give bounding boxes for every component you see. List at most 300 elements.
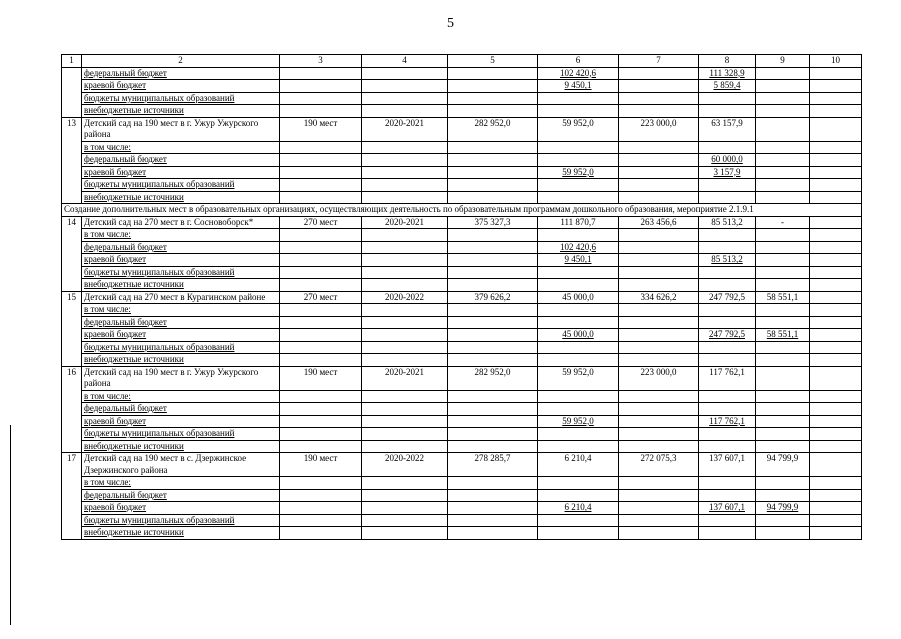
value-cell-col-8 — [699, 527, 756, 540]
value-cell-col-9 — [756, 229, 810, 242]
value: 6 210,4 — [564, 453, 592, 463]
value-cell-col-10 — [810, 489, 862, 502]
value-cell-col-3 — [280, 191, 362, 204]
value-cell-col-7 — [619, 291, 699, 304]
table-row — [62, 279, 862, 292]
value: 111 870,7 — [560, 216, 596, 227]
value-cell-col-5 — [448, 254, 538, 267]
value-cell-col-3 — [280, 105, 362, 118]
table-row — [62, 329, 862, 342]
item-name-cell — [82, 403, 280, 416]
value-cell-col-4 — [362, 92, 448, 105]
value-cell-col-8 — [699, 117, 756, 141]
item-name: внебюджетные источники — [84, 191, 184, 202]
value: 282 952,0 — [474, 366, 511, 377]
value-cell-col-3 — [280, 279, 362, 292]
value-cell-col-6 — [538, 304, 619, 317]
value-cell-col-4 — [362, 440, 448, 453]
item-name: краевой бюджет — [84, 254, 147, 264]
value: 45 000,0 — [562, 291, 594, 302]
value: 223 000,0 — [640, 366, 677, 377]
value-cell-col-9 — [756, 440, 810, 453]
value-cell-col-3 — [280, 489, 362, 502]
value-cell-col-9 — [756, 514, 810, 527]
value-cell-col-3 — [280, 502, 362, 515]
value-cell-col-9 — [756, 80, 810, 93]
value-cell-col-5 — [448, 216, 538, 229]
value-cell-col-10 — [810, 254, 862, 267]
value-cell-col-6 — [538, 440, 619, 453]
table-row — [62, 316, 862, 329]
item-name: бюджеты муниципальных образований — [84, 92, 235, 103]
project-row — [62, 291, 862, 304]
value-cell-col-8 — [699, 291, 756, 304]
item-name: краевой бюджет — [84, 80, 147, 90]
value-cell-col-3 — [280, 415, 362, 428]
item-name: внебюджетные источники — [84, 440, 184, 451]
value-cell-col-9 — [756, 154, 810, 167]
value-cell-col-4 — [362, 304, 448, 317]
value-cell-col-8 — [699, 105, 756, 118]
item-name-cell — [82, 477, 280, 490]
value-cell-col-10 — [810, 166, 862, 179]
value-cell-col-5 — [448, 291, 538, 304]
value-cell-col-5 — [448, 191, 538, 204]
value: 270 мест — [303, 291, 338, 302]
value-cell-col-7 — [619, 453, 699, 477]
item-name: краевой бюджет — [84, 415, 147, 426]
value-cell-col-4 — [362, 329, 448, 342]
value-cell-col-6 — [538, 279, 619, 292]
item-name-cell — [82, 191, 280, 204]
item-name: краевой бюджет — [84, 329, 147, 339]
value-cell-col-6 — [538, 117, 619, 141]
value-cell-col-6 — [538, 92, 619, 105]
value-cell-col-6 — [538, 390, 619, 403]
value-cell-col-3 — [280, 527, 362, 540]
value: 379 626,2 — [474, 291, 511, 302]
value-cell-col-4 — [362, 477, 448, 490]
value-cell-col-6 — [538, 502, 619, 515]
value: 2020-2022 — [385, 291, 424, 302]
item-name-cell — [82, 279, 280, 292]
value: - — [781, 216, 784, 227]
value-cell-col-4 — [362, 390, 448, 403]
value: 272 075,3 — [640, 453, 677, 463]
value-cell-col-3 — [280, 254, 362, 267]
value-cell-col-10 — [810, 341, 862, 354]
value-cell-col-10 — [810, 477, 862, 490]
item-name-cell — [82, 80, 280, 93]
table-header-row — [62, 55, 862, 68]
table-row — [62, 489, 862, 502]
value-cell-col-4 — [362, 154, 448, 167]
value-cell-col-5 — [448, 514, 538, 527]
value-cell-col-8 — [699, 428, 756, 441]
value-cell-col-7 — [619, 329, 699, 342]
table-row — [62, 354, 862, 367]
value-cell-col-3 — [280, 229, 362, 242]
value-cell-col-7 — [619, 341, 699, 354]
item-name: федеральный бюджет — [84, 154, 167, 164]
value-cell-col-9 — [756, 166, 810, 179]
value-cell-col-6 — [538, 191, 619, 204]
col-header-3: 3 — [280, 55, 362, 68]
margin-line — [10, 425, 11, 625]
value-cell-col-7 — [619, 105, 699, 118]
value: 5 859,4 — [713, 80, 741, 90]
value-cell-col-3 — [280, 304, 362, 317]
value-cell-col-3 — [280, 67, 362, 80]
value-cell-col-10 — [810, 67, 862, 80]
table-row — [62, 141, 862, 154]
value-cell-col-9 — [756, 477, 810, 490]
value: 111 328,9 — [709, 67, 745, 78]
value-cell-col-7 — [619, 266, 699, 279]
value-cell-col-10 — [810, 304, 862, 317]
value-cell-col-3 — [280, 154, 362, 167]
item-name-cell — [82, 254, 280, 267]
value-cell-col-6 — [538, 154, 619, 167]
value-cell-col-8 — [699, 415, 756, 428]
value: 59 952,0 — [562, 166, 594, 177]
value-cell-col-4 — [362, 105, 448, 118]
value-cell-col-7 — [619, 415, 699, 428]
table-row — [62, 92, 862, 105]
value-cell-col-8 — [699, 191, 756, 204]
value-cell-col-4 — [362, 179, 448, 192]
table-row — [62, 440, 862, 453]
item-name: бюджеты муниципальных образований — [84, 341, 235, 352]
value-cell-col-5 — [448, 166, 538, 179]
value-cell-col-10 — [810, 428, 862, 441]
row-number-cell: 17 — [62, 453, 82, 540]
value-cell-col-7 — [619, 527, 699, 540]
item-name-cell — [82, 92, 280, 105]
value-cell-col-6 — [538, 316, 619, 329]
value-cell-col-4 — [362, 191, 448, 204]
value-cell-col-5 — [448, 141, 538, 154]
value-cell-col-9 — [756, 366, 810, 390]
value: 137 607,1 — [709, 502, 745, 512]
value-cell-col-10 — [810, 92, 862, 105]
value-cell-col-4 — [362, 428, 448, 441]
value-cell-col-3 — [280, 514, 362, 527]
col-header-2: 2 — [82, 55, 280, 68]
value-cell-col-6 — [538, 403, 619, 416]
value: 63 157,9 — [711, 117, 743, 128]
value-cell-col-10 — [810, 191, 862, 204]
value-cell-col-7 — [619, 179, 699, 192]
value-cell-col-8 — [699, 92, 756, 105]
value-cell-col-7 — [619, 254, 699, 267]
value-cell-col-8 — [699, 304, 756, 317]
value: 94 799,9 — [766, 453, 799, 463]
value: 334 626,2 — [640, 291, 677, 302]
item-name: бюджеты муниципальных образований — [84, 514, 235, 525]
value-cell-col-9 — [756, 453, 810, 477]
value-cell-col-8 — [699, 154, 756, 167]
value-cell-col-9 — [756, 191, 810, 204]
value: 58 551,1 — [766, 291, 799, 302]
value-cell-col-7 — [619, 428, 699, 441]
value-cell-col-9 — [756, 390, 810, 403]
value: 190 мест — [303, 117, 338, 128]
value-cell-col-8 — [699, 179, 756, 192]
item-name: в том числе: — [84, 229, 131, 239]
value-cell-col-5 — [448, 105, 538, 118]
value-cell-col-8 — [699, 316, 756, 329]
table-row — [62, 415, 862, 428]
item-name: Детский сад на 190 мест в с. Дзержинское Дзержинского района — [84, 453, 247, 475]
row-number-cell — [62, 67, 82, 117]
value-cell-col-4 — [362, 489, 448, 502]
value-cell-col-4 — [362, 291, 448, 304]
value-cell-col-8 — [699, 502, 756, 515]
value-cell-col-7 — [619, 279, 699, 292]
value-cell-col-10 — [810, 117, 862, 141]
value-cell-col-7 — [619, 390, 699, 403]
item-name: в том числе: — [84, 477, 131, 487]
value-cell-col-5 — [448, 527, 538, 540]
value-cell-col-5 — [448, 279, 538, 292]
value-cell-col-5 — [448, 428, 538, 441]
value-cell-col-4 — [362, 117, 448, 141]
value-cell-col-8 — [699, 166, 756, 179]
table-row — [62, 254, 862, 267]
item-name: бюджеты муниципальных образований — [84, 428, 235, 438]
value: 59 952,0 — [562, 366, 594, 377]
item-name: Детский сад на 190 мест в г. Ужур Ужурского района — [84, 366, 259, 388]
value-cell-col-4 — [362, 453, 448, 477]
value-cell-col-6 — [538, 141, 619, 154]
value-cell-col-9 — [756, 403, 810, 416]
value-cell-col-10 — [810, 403, 862, 416]
value-cell-col-8 — [699, 216, 756, 229]
value-cell-col-10 — [810, 415, 862, 428]
value-cell-col-10 — [810, 229, 862, 242]
value: 60 000,0 — [711, 154, 743, 164]
item-name-cell — [82, 489, 280, 502]
value-cell-col-9 — [756, 316, 810, 329]
value-cell-col-10 — [810, 354, 862, 367]
value-cell-col-8 — [699, 80, 756, 93]
value: 190 мест — [303, 366, 338, 377]
value-cell-col-3 — [280, 166, 362, 179]
value-cell-col-10 — [810, 366, 862, 390]
value-cell-col-9 — [756, 67, 810, 80]
item-name: Детский сад на 270 мест в г. Сосновоборск* — [84, 216, 254, 227]
value: 270 мест — [303, 216, 338, 227]
value-cell-col-6 — [538, 514, 619, 527]
item-name: в том числе: — [84, 304, 131, 314]
value-cell-col-5 — [448, 403, 538, 416]
value-cell-col-5 — [448, 241, 538, 254]
value: 117 762,1 — [709, 366, 745, 377]
value-cell-col-7 — [619, 80, 699, 93]
value-cell-col-9 — [756, 105, 810, 118]
value-cell-col-10 — [810, 502, 862, 515]
value-cell-col-4 — [362, 366, 448, 390]
value-cell-col-6 — [538, 329, 619, 342]
value-cell-col-3 — [280, 477, 362, 490]
value-cell-col-7 — [619, 117, 699, 141]
value: 117 762,1 — [709, 415, 745, 426]
item-name-cell — [82, 440, 280, 453]
table-row — [62, 266, 862, 279]
item-name-cell — [82, 141, 280, 154]
value-cell-col-10 — [810, 80, 862, 93]
col-header-10: 10 — [810, 55, 862, 68]
value-cell-col-3 — [280, 453, 362, 477]
item-name-cell — [82, 514, 280, 527]
project-row — [62, 117, 862, 141]
value-cell-col-6 — [538, 216, 619, 229]
item-name: внебюджетные источники — [84, 279, 184, 289]
value-cell-col-7 — [619, 502, 699, 515]
item-name: внебюджетные источники — [84, 354, 184, 364]
value-cell-col-4 — [362, 415, 448, 428]
value-cell-col-8 — [699, 366, 756, 390]
col-header-1: 1 — [62, 55, 82, 68]
value: 85 513,2 — [711, 216, 743, 227]
value-cell-col-8 — [699, 67, 756, 80]
item-name: в том числе: — [84, 141, 131, 152]
value: 223 000,0 — [640, 117, 677, 128]
row-number-cell: 15 — [62, 291, 82, 366]
value-cell-col-8 — [699, 440, 756, 453]
value-cell-col-7 — [619, 229, 699, 242]
value-cell-col-5 — [448, 67, 538, 80]
value-cell-col-3 — [280, 366, 362, 390]
value-cell-col-6 — [538, 67, 619, 80]
value-cell-col-7 — [619, 440, 699, 453]
value-cell-col-10 — [810, 216, 862, 229]
value-cell-col-6 — [538, 453, 619, 477]
value-cell-col-7 — [619, 92, 699, 105]
value-cell-col-4 — [362, 354, 448, 367]
value-cell-col-7 — [619, 489, 699, 502]
value-cell-col-5 — [448, 341, 538, 354]
item-name-cell — [82, 366, 280, 390]
value: 247 792,5 — [709, 329, 745, 339]
value-cell-col-4 — [362, 316, 448, 329]
item-name-cell — [82, 266, 280, 279]
value-cell-col-4 — [362, 141, 448, 154]
item-name: внебюджетные источники — [84, 527, 184, 537]
value-cell-col-3 — [280, 329, 362, 342]
value-cell-col-4 — [362, 254, 448, 267]
value-cell-col-8 — [699, 453, 756, 477]
value-cell-col-5 — [448, 366, 538, 390]
table-row — [62, 341, 862, 354]
item-name-cell — [82, 341, 280, 354]
value-cell-col-8 — [699, 390, 756, 403]
item-name-cell — [82, 428, 280, 441]
value-cell-col-6 — [538, 80, 619, 93]
value-cell-col-7 — [619, 354, 699, 367]
value-cell-col-10 — [810, 179, 862, 192]
value-cell-col-3 — [280, 216, 362, 229]
value-cell-col-9 — [756, 216, 810, 229]
value-cell-col-8 — [699, 141, 756, 154]
value-cell-col-5 — [448, 453, 538, 477]
table-row — [62, 191, 862, 204]
value-cell-col-6 — [538, 254, 619, 267]
value-cell-col-3 — [280, 241, 362, 254]
value-cell-col-5 — [448, 316, 538, 329]
row-number-cell: 14 — [62, 216, 82, 291]
value-cell-col-3 — [280, 179, 362, 192]
section-row — [62, 204, 862, 217]
value-cell-col-8 — [699, 229, 756, 242]
value-cell-col-7 — [619, 141, 699, 154]
value-cell-col-10 — [810, 154, 862, 167]
project-row — [62, 216, 862, 229]
table-row — [62, 477, 862, 490]
value-cell-col-7 — [619, 366, 699, 390]
item-name-cell — [82, 291, 280, 304]
value-cell-col-10 — [810, 266, 862, 279]
value-cell-col-6 — [538, 415, 619, 428]
item-name-cell — [82, 179, 280, 192]
value-cell-col-5 — [448, 304, 538, 317]
value-cell-col-8 — [699, 279, 756, 292]
value-cell-col-5 — [448, 390, 538, 403]
value-cell-col-5 — [448, 179, 538, 192]
value-cell-col-4 — [362, 403, 448, 416]
value-cell-col-9 — [756, 92, 810, 105]
item-name-cell — [82, 154, 280, 167]
value-cell-col-10 — [810, 141, 862, 154]
value-cell-col-10 — [810, 527, 862, 540]
value: 263 456,6 — [640, 216, 677, 227]
value-cell-col-7 — [619, 166, 699, 179]
item-name-cell — [82, 527, 280, 540]
value-cell-col-5 — [448, 440, 538, 453]
value-cell-col-9 — [756, 489, 810, 502]
value-cell-col-4 — [362, 514, 448, 527]
project-row — [62, 366, 862, 390]
value-cell-col-6 — [538, 266, 619, 279]
item-name: федеральный бюджет — [84, 67, 167, 78]
section-title: Создание дополнительных мест в образовательных организациях, осуществляющих деятельность по образовательным программам дошкольного образования, мероприятие 2.1.9.1 — [62, 204, 862, 217]
table-row — [62, 80, 862, 93]
page-number: 5 — [447, 16, 454, 31]
value: 190 мест — [303, 453, 338, 463]
item-name-cell — [82, 502, 280, 515]
item-name: бюджеты муниципальных образований — [84, 266, 235, 277]
value: 102 420,6 — [560, 67, 596, 78]
value: 59 952,0 — [562, 117, 594, 128]
value-cell-col-4 — [362, 502, 448, 515]
value-cell-col-5 — [448, 266, 538, 279]
value-cell-col-6 — [538, 179, 619, 192]
value-cell-col-4 — [362, 216, 448, 229]
value-cell-col-5 — [448, 117, 538, 141]
value: 247 792,5 — [709, 291, 745, 302]
value-cell-col-10 — [810, 453, 862, 477]
value-cell-col-10 — [810, 241, 862, 254]
item-name-cell — [82, 329, 280, 342]
value-cell-col-4 — [362, 527, 448, 540]
value-cell-col-6 — [538, 291, 619, 304]
value-cell-col-9 — [756, 527, 810, 540]
row-number-cell: 13 — [62, 117, 82, 204]
value-cell-col-9 — [756, 428, 810, 441]
item-name: краевой бюджет — [84, 502, 147, 512]
value-cell-col-9 — [756, 241, 810, 254]
